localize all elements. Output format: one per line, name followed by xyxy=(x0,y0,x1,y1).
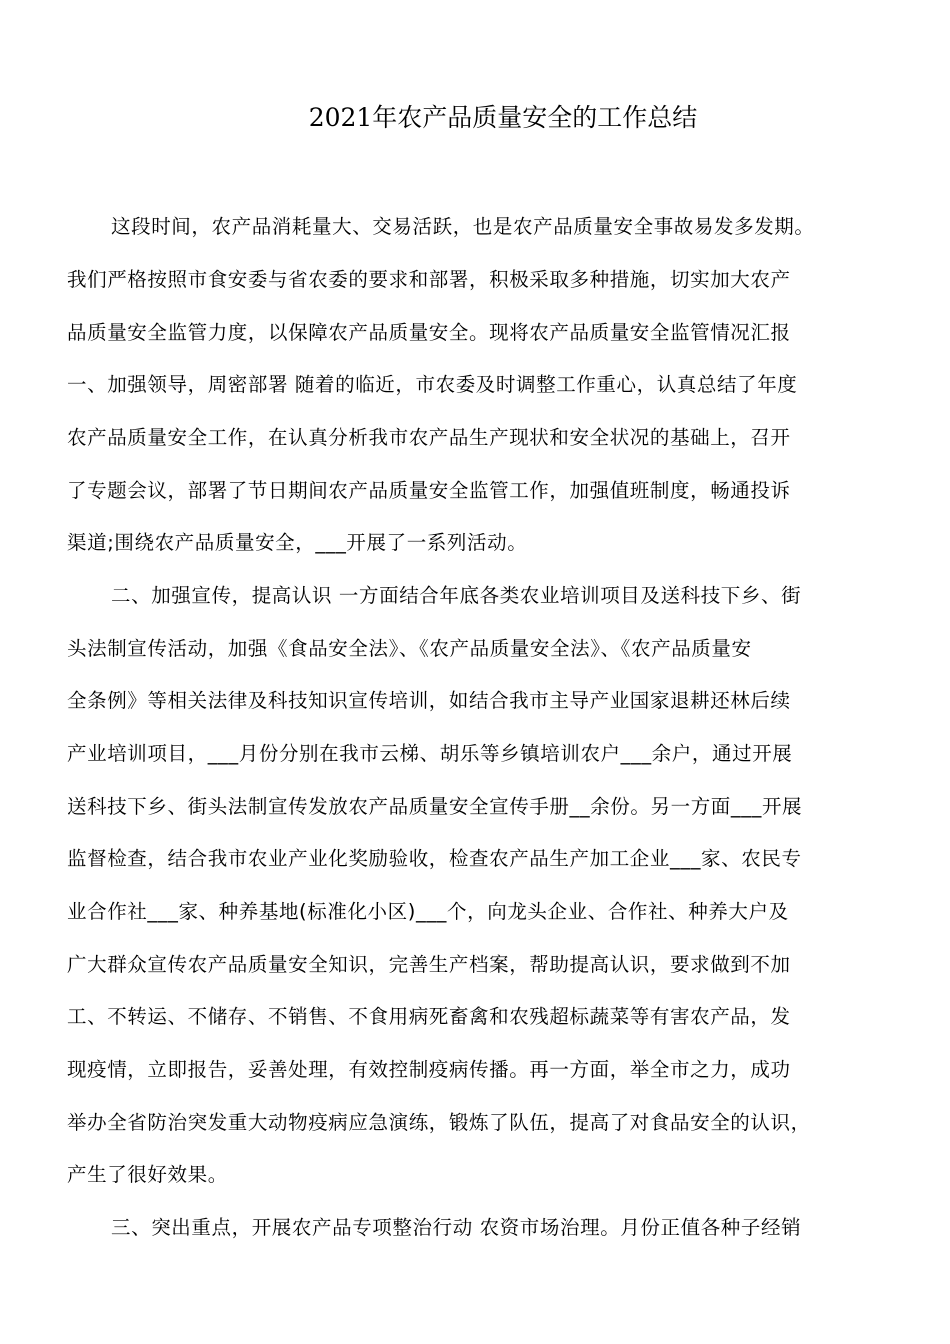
text-line: 这段时间，农产品消耗量大、交易活跃，也是农产品质量安全事故易发多发期。 xyxy=(111,215,815,238)
text-line: 头法制宣传活动，加强《食品安全法》、《农产品质量安全法》、《农产品质量安 xyxy=(67,637,752,660)
text-line: 现疫情，立即报告，妥善处理，有效控制疫病传播。再一方面，举全市之力，成功 xyxy=(67,1058,791,1081)
text-line: 了专题会议，部署了节日期间农产品质量安全监管工作，加强值班制度，畅通投诉 xyxy=(67,479,791,502)
text-line: 工、不转运、不储存、不销售、不食用病死畜禽和农残超标蔬菜等有害农产品，发 xyxy=(67,1005,791,1028)
text-line: 三、突出重点，开展农产品专项整治行动 农资市场治理。月份正值各种子经销 xyxy=(111,1216,802,1239)
text-line: 产生了很好效果。 xyxy=(67,1163,228,1186)
text-line: 品质量安全监管力度，以保障农产品质量安全。现将农产品质量安全监管情况汇报 xyxy=(67,321,791,344)
text-line: 农产品质量安全工作，在认真分析我市农产品生产现状和安全状况的基础上，召开 xyxy=(67,426,791,449)
text-line: 渠道;围绕农产品质量安全，___开展了一系列活动。 xyxy=(67,531,528,554)
document-title: 2021年农产品质量安全的工作总结 xyxy=(308,103,698,132)
text-line: 监督检查，结合我市农业产业化奖励验收，检查农产品生产加工企业___家、农民专 xyxy=(67,847,802,870)
text-line: 广大群众宣传农产品质量安全知识，完善生产档案，帮助提高认识，要求做到不加 xyxy=(67,953,791,976)
text-line: 产业培训项目，___月份分别在我市云梯、胡乐等乡镇培训农户___余户，通过开展 xyxy=(67,742,793,765)
text-line: 送科技下乡、街头法制宣传发放农产品质量安全宣传手册__余份。另一方面___开展 xyxy=(67,795,803,818)
text-line: 业合作社___家、种养基地(标准化小区)___个，向龙头企业、合作社、种养大户及 xyxy=(67,900,789,923)
text-line: 举办全省防治突发重大动物疫病应急演练，锻炼了队伍，提高了对食品安全的认识， xyxy=(67,1111,811,1134)
text-line: 一、加强领导，周密部署 随着的临近，市农委及时调整工作重心，认真总结了年度 xyxy=(67,373,798,396)
text-line: 全条例》等相关法律及科技知识宣传培训，如结合我市主导产业国家退耕还林后续 xyxy=(67,689,791,712)
text-line: 我们严格按照市食安委与省农委的要求和部署，积极采取多种措施，切实加大农产 xyxy=(67,268,791,291)
text-line: 二、加强宣传，提高认识 一方面结合年底各类农业培训项目及送科技下乡、街 xyxy=(111,584,802,607)
